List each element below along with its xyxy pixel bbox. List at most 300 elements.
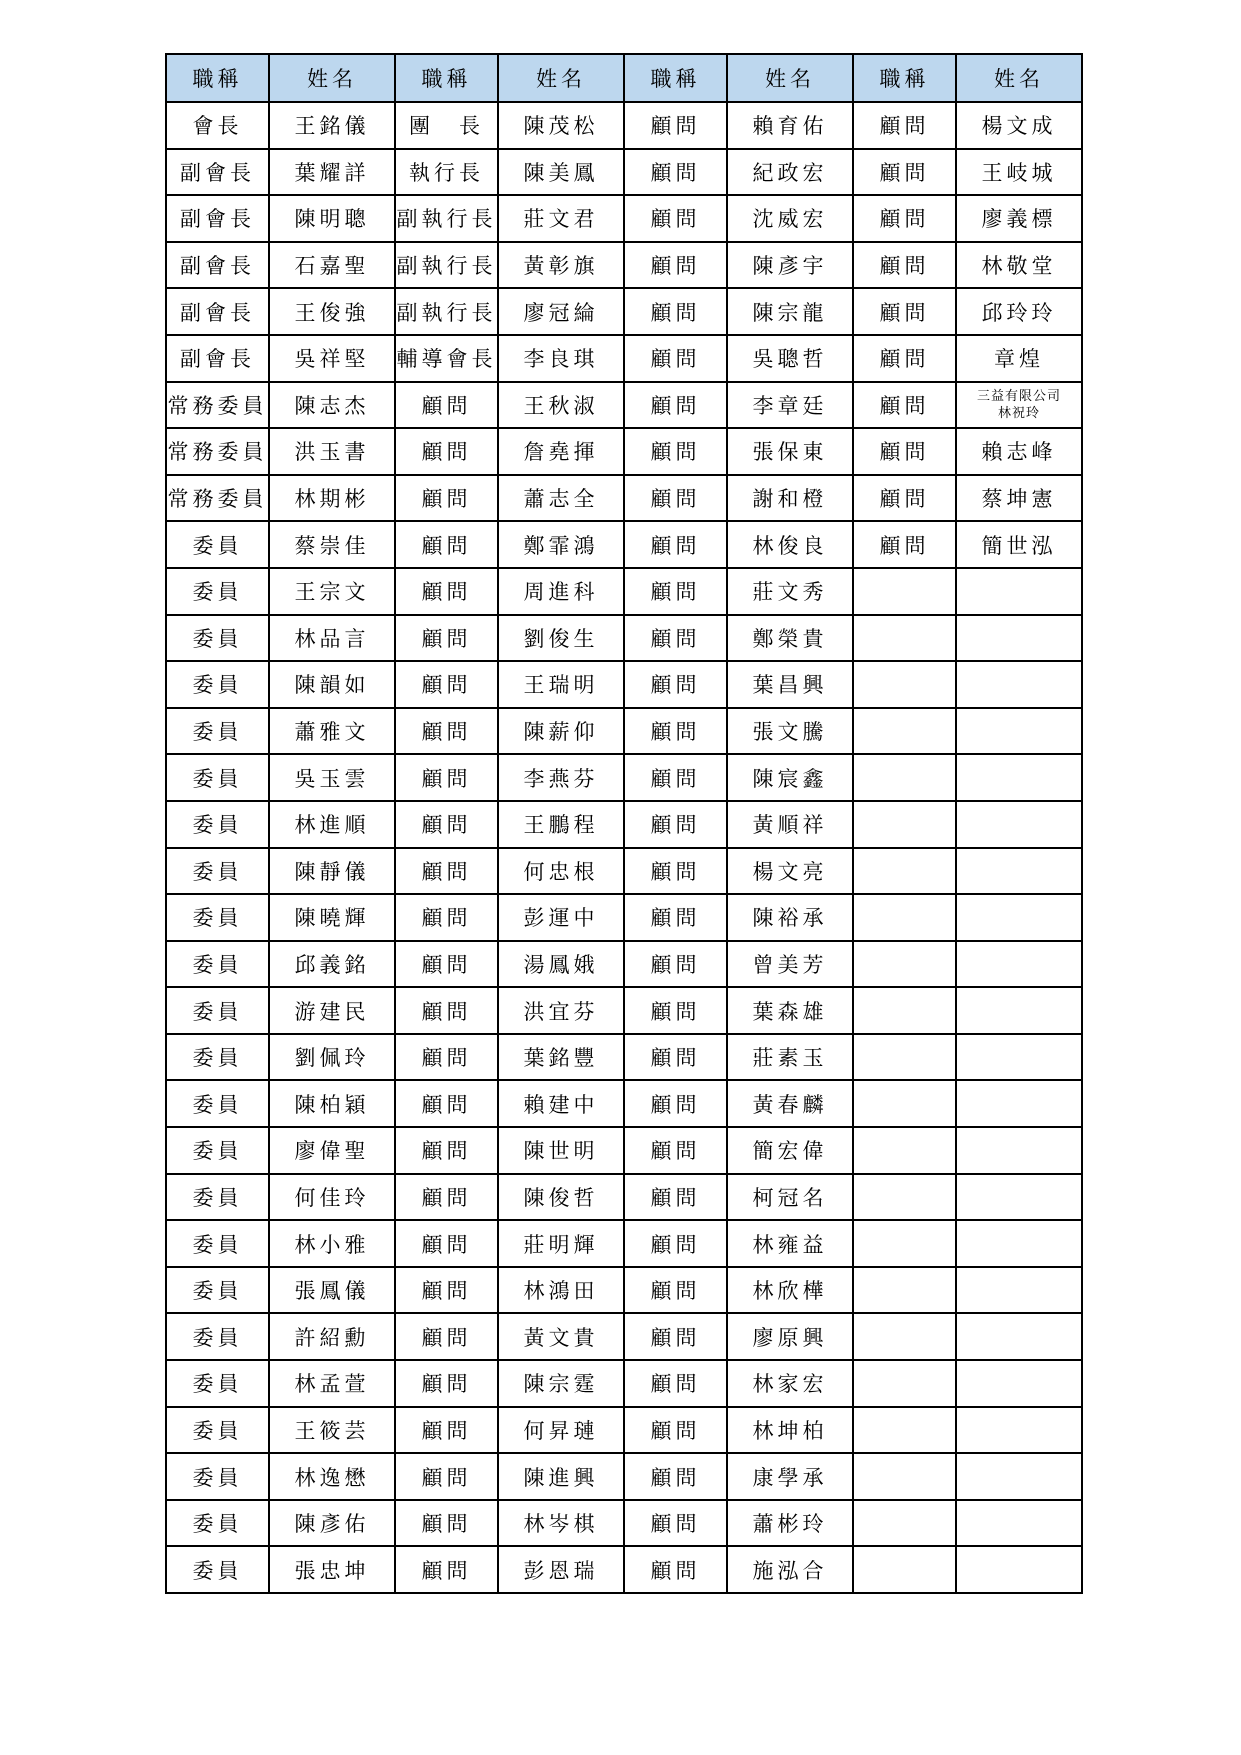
title-cell [853, 1220, 956, 1267]
name-cell: 紀政宏 [727, 149, 853, 196]
title-cell [853, 1127, 956, 1174]
name-cell: 陳明聰 [269, 195, 395, 242]
table-row [166, 149, 1082, 196]
title-cell: 顧問 [624, 615, 727, 662]
name-cell: 何昇璉 [498, 1407, 624, 1454]
title-cell [853, 987, 956, 1034]
table-row [166, 1360, 1082, 1407]
title-cell: 顧問 [624, 1313, 727, 1360]
title-cell: 顧問 [395, 708, 498, 755]
name-cell [956, 615, 1082, 662]
title-cell [853, 848, 956, 895]
name-cell: 謝和橙 [727, 475, 853, 522]
table-row [166, 1034, 1082, 1081]
name-cell: 彭運中 [498, 894, 624, 941]
title-cell [853, 754, 956, 801]
name-cell: 廖冠綸 [498, 288, 624, 335]
title-cell: 顧問 [624, 149, 727, 196]
table-row [166, 568, 1082, 615]
table-row [166, 102, 1082, 149]
title-cell: 委員 [166, 941, 269, 988]
name-cell: 莊文秀 [727, 568, 853, 615]
name-cell: 柯冠名 [727, 1174, 853, 1221]
name-cell [956, 1500, 1082, 1547]
name-cell [956, 1034, 1082, 1081]
title-cell: 委員 [166, 568, 269, 615]
title-cell: 顧問 [395, 1267, 498, 1314]
name-cell: 林雍益 [727, 1220, 853, 1267]
name-cell: 黃春麟 [727, 1080, 853, 1127]
name-cell: 陳彥宇 [727, 242, 853, 289]
name-cell: 沈威宏 [727, 195, 853, 242]
name-cell: 陳美鳳 [498, 149, 624, 196]
name-cell [956, 1407, 1082, 1454]
title-cell: 委員 [166, 1080, 269, 1127]
name-cell: 陳韻如 [269, 661, 395, 708]
title-cell: 委員 [166, 801, 269, 848]
title-cell: 顧問 [395, 1546, 498, 1593]
header-name: 姓名 [727, 54, 853, 102]
header-name: 姓名 [269, 54, 395, 102]
name-cell: 周進科 [498, 568, 624, 615]
name-cell: 石嘉聖 [269, 242, 395, 289]
header-title: 職稱 [624, 54, 727, 102]
name-cell: 李章廷 [727, 382, 853, 429]
table-row [166, 428, 1082, 475]
name-cell: 王秋淑 [498, 382, 624, 429]
name-cell: 廖原興 [727, 1313, 853, 1360]
name-cell: 彭恩瑞 [498, 1546, 624, 1593]
title-cell: 顧問 [853, 521, 956, 568]
name-cell: 林家宏 [727, 1360, 853, 1407]
header-title: 職稱 [853, 54, 956, 102]
name-cell: 洪宜芬 [498, 987, 624, 1034]
title-cell: 顧問 [624, 801, 727, 848]
name-cell: 賴志峰 [956, 428, 1082, 475]
name-cell [956, 708, 1082, 755]
title-cell [853, 1080, 956, 1127]
title-cell: 顧問 [395, 521, 498, 568]
name-cell: 劉俊生 [498, 615, 624, 662]
title-cell [853, 894, 956, 941]
header-title: 職稱 [395, 54, 498, 102]
name-cell [956, 894, 1082, 941]
title-cell: 顧問 [624, 941, 727, 988]
name-cell: 蔡崇佳 [269, 521, 395, 568]
name-cell: 吳祥堅 [269, 335, 395, 382]
name-cell [956, 382, 1082, 429]
title-cell [853, 1546, 956, 1593]
table-row [166, 801, 1082, 848]
title-cell: 常務委員 [166, 428, 269, 475]
title-cell [853, 1174, 956, 1221]
name-cell: 楊文成 [956, 102, 1082, 149]
title-cell [853, 1407, 956, 1454]
title-cell: 顧問 [853, 428, 956, 475]
title-cell: 顧問 [395, 475, 498, 522]
table-row [166, 1313, 1082, 1360]
name-cell: 廖偉聖 [269, 1127, 395, 1174]
title-cell [853, 661, 956, 708]
name-cell: 王鵬程 [498, 801, 624, 848]
table-row [166, 987, 1082, 1034]
name-cell: 陳宗霆 [498, 1360, 624, 1407]
name-cell: 張保東 [727, 428, 853, 475]
name-cell [956, 848, 1082, 895]
title-cell: 顧問 [624, 475, 727, 522]
title-cell: 顧問 [395, 615, 498, 662]
name-cell: 林期彬 [269, 475, 395, 522]
title-cell: 委員 [166, 1546, 269, 1593]
table-row [166, 1174, 1082, 1221]
title-cell: 委員 [166, 1500, 269, 1547]
table-row [166, 1453, 1082, 1500]
table-row [166, 754, 1082, 801]
title-cell: 顧問 [395, 1407, 498, 1454]
title-cell: 委員 [166, 661, 269, 708]
table-row [166, 1127, 1082, 1174]
table-row [166, 708, 1082, 755]
title-cell: 顧問 [395, 848, 498, 895]
name-cell: 王俊強 [269, 288, 395, 335]
name-cell: 蕭彬玲 [727, 1500, 853, 1547]
name-cell: 蕭志全 [498, 475, 624, 522]
table-row [166, 475, 1082, 522]
name-cell [956, 941, 1082, 988]
title-cell: 顧問 [624, 242, 727, 289]
name-cell [956, 1174, 1082, 1221]
name-cell: 陳志杰 [269, 382, 395, 429]
title-cell: 顧問 [395, 1174, 498, 1221]
title-cell [853, 1500, 956, 1547]
title-cell: 委員 [166, 848, 269, 895]
title-cell: 顧問 [624, 708, 727, 755]
table-row [166, 1220, 1082, 1267]
name-cell: 章煌 [956, 335, 1082, 382]
title-cell: 會長 [166, 102, 269, 149]
title-cell: 顧問 [624, 195, 727, 242]
name-cell: 莊素玉 [727, 1034, 853, 1081]
title-cell [853, 568, 956, 615]
name-cell [956, 1080, 1082, 1127]
name-cell: 吳聰哲 [727, 335, 853, 382]
name-cell: 吳玉雲 [269, 754, 395, 801]
name-cell: 蔡坤憲 [956, 475, 1082, 522]
title-cell [853, 708, 956, 755]
title-cell: 顧問 [624, 1127, 727, 1174]
title-cell: 顧問 [624, 1360, 727, 1407]
title-cell: 顧問 [624, 428, 727, 475]
name-cell: 簡宏偉 [727, 1127, 853, 1174]
title-cell [853, 1267, 956, 1314]
name-cell: 楊文亮 [727, 848, 853, 895]
header-title: 職稱 [166, 54, 269, 102]
name-cell: 林小雅 [269, 1220, 395, 1267]
title-cell: 顧問 [624, 1220, 727, 1267]
title-cell [853, 801, 956, 848]
table-row [166, 1080, 1082, 1127]
title-cell: 顧問 [624, 1080, 727, 1127]
name-cell: 游建民 [269, 987, 395, 1034]
name-cell: 康學承 [727, 1453, 853, 1500]
name-cell: 陳裕承 [727, 894, 853, 941]
name-cell: 蕭雅文 [269, 708, 395, 755]
name-cell: 詹堯揮 [498, 428, 624, 475]
title-cell: 副執行長 [395, 195, 498, 242]
table-row [166, 1546, 1082, 1593]
name-cell [956, 1453, 1082, 1500]
title-cell: 顧問 [624, 521, 727, 568]
title-cell: 委員 [166, 1313, 269, 1360]
title-cell: 顧問 [395, 1127, 498, 1174]
title-cell: 顧問 [853, 195, 956, 242]
name-cell [956, 754, 1082, 801]
title-cell: 顧問 [624, 288, 727, 335]
title-cell [853, 1453, 956, 1500]
table-row [166, 521, 1082, 568]
name-cell: 王宗文 [269, 568, 395, 615]
title-cell: 顧問 [395, 1500, 498, 1547]
name-cell: 黃彰旗 [498, 242, 624, 289]
name-cell [956, 1220, 1082, 1267]
roster-body [166, 102, 1082, 1593]
name-cell: 李燕芬 [498, 754, 624, 801]
title-cell: 委員 [166, 615, 269, 662]
title-cell: 顧問 [624, 1034, 727, 1081]
title-cell: 顧問 [853, 288, 956, 335]
title-cell: 委員 [166, 754, 269, 801]
name-cell: 邱玲玲 [956, 288, 1082, 335]
name-cell: 陳宗龍 [727, 288, 853, 335]
title-cell: 顧問 [395, 894, 498, 941]
title-cell: 委員 [166, 1220, 269, 1267]
title-cell: 顧問 [853, 102, 956, 149]
title-cell: 顧問 [624, 1407, 727, 1454]
name-cell: 鄭霏鴻 [498, 521, 624, 568]
name-cell: 陳茂松 [498, 102, 624, 149]
table-row [166, 288, 1082, 335]
name-cell: 李良琪 [498, 335, 624, 382]
name-cell: 陳曉輝 [269, 894, 395, 941]
name-cell: 王瑞明 [498, 661, 624, 708]
title-cell: 委員 [166, 1174, 269, 1221]
name-cell: 簡世泓 [956, 521, 1082, 568]
title-cell: 顧問 [624, 1174, 727, 1221]
title-cell: 顧問 [395, 1220, 498, 1267]
table-row [166, 848, 1082, 895]
name-cell: 林進順 [269, 801, 395, 848]
name-cell [956, 661, 1082, 708]
name-cell: 林敬堂 [956, 242, 1082, 289]
name-cell: 賴建中 [498, 1080, 624, 1127]
name-cell: 莊文君 [498, 195, 624, 242]
title-cell: 常務委員 [166, 475, 269, 522]
title-cell [853, 1313, 956, 1360]
table-row [166, 335, 1082, 382]
title-cell: 顧問 [395, 1080, 498, 1127]
title-cell: 委員 [166, 987, 269, 1034]
header-row [166, 54, 1082, 102]
name-cell [956, 1127, 1082, 1174]
name-cell: 曾美芳 [727, 941, 853, 988]
title-cell: 委員 [166, 894, 269, 941]
title-cell: 委員 [166, 708, 269, 755]
name-cell: 陳俊哲 [498, 1174, 624, 1221]
name-cell: 陳彥佑 [269, 1500, 395, 1547]
title-cell: 顧問 [853, 149, 956, 196]
table-row [166, 1500, 1082, 1547]
name-cell: 許紹勳 [269, 1313, 395, 1360]
name-cell [956, 987, 1082, 1034]
name-cell: 葉銘豐 [498, 1034, 624, 1081]
title-cell: 副會長 [166, 242, 269, 289]
title-cell: 顧問 [395, 568, 498, 615]
name-cell: 張文騰 [727, 708, 853, 755]
name-cell: 林坤柏 [727, 1407, 853, 1454]
title-cell: 顧問 [624, 102, 727, 149]
table-row [166, 894, 1082, 941]
title-cell [853, 1034, 956, 1081]
name-cell [956, 1546, 1082, 1593]
title-cell: 顧問 [624, 335, 727, 382]
name-cell: 邱義銘 [269, 941, 395, 988]
title-cell: 顧問 [853, 242, 956, 289]
name-cell [956, 1360, 1082, 1407]
name-cell: 陳宸鑫 [727, 754, 853, 801]
title-cell: 顧問 [624, 894, 727, 941]
name-cell: 王岐城 [956, 149, 1082, 196]
title-cell: 顧問 [624, 1267, 727, 1314]
name-cell: 陳柏穎 [269, 1080, 395, 1127]
name-cell: 陳進興 [498, 1453, 624, 1500]
title-cell: 副會長 [166, 195, 269, 242]
name-cell: 葉昌興 [727, 661, 853, 708]
table-row [166, 382, 1082, 429]
name-cell: 張鳳儀 [269, 1267, 395, 1314]
table-row [166, 941, 1082, 988]
title-cell: 顧問 [395, 1313, 498, 1360]
name-cell: 林逸懋 [269, 1453, 395, 1500]
name-cell: 黃文貴 [498, 1313, 624, 1360]
title-cell: 顧問 [395, 1360, 498, 1407]
title-cell: 顧問 [395, 661, 498, 708]
title-cell: 顧問 [624, 1546, 727, 1593]
company-name: 三益有限公司 [976, 388, 1061, 404]
title-cell: 顧問 [395, 754, 498, 801]
title-cell: 顧問 [624, 382, 727, 429]
header-name: 姓名 [498, 54, 624, 102]
table-row [166, 661, 1082, 708]
title-cell: 顧問 [395, 801, 498, 848]
name-cell [956, 1267, 1082, 1314]
title-cell: 顧問 [624, 987, 727, 1034]
person-name: 林祝玲 [997, 405, 1040, 421]
title-cell: 顧問 [395, 941, 498, 988]
title-cell: 顧問 [624, 1453, 727, 1500]
table-row [166, 1267, 1082, 1314]
table-row [166, 615, 1082, 662]
title-cell: 副執行長 [395, 242, 498, 289]
title-cell: 委員 [166, 1453, 269, 1500]
title-cell: 顧問 [624, 848, 727, 895]
title-cell: 副會長 [166, 288, 269, 335]
name-cell: 葉耀詳 [269, 149, 395, 196]
title-cell: 輔導會長 [395, 335, 498, 382]
title-cell: 顧問 [624, 568, 727, 615]
title-cell: 副執行長 [395, 288, 498, 335]
title-cell: 委員 [166, 1127, 269, 1174]
title-cell [853, 941, 956, 988]
name-cell [956, 568, 1082, 615]
title-cell: 副會長 [166, 149, 269, 196]
name-cell: 陳薪仰 [498, 708, 624, 755]
name-cell: 洪玉書 [269, 428, 395, 475]
name-cell: 林岑棋 [498, 1500, 624, 1547]
name-cell: 鄭榮貴 [727, 615, 853, 662]
name-cell: 何佳玲 [269, 1174, 395, 1221]
title-cell: 顧問 [395, 987, 498, 1034]
title-cell [853, 1360, 956, 1407]
title-cell: 顧問 [395, 382, 498, 429]
title-cell: 常務委員 [166, 382, 269, 429]
title-cell [853, 615, 956, 662]
name-cell: 施泓合 [727, 1546, 853, 1593]
name-cell: 劉佩玲 [269, 1034, 395, 1081]
name-cell: 陳世明 [498, 1127, 624, 1174]
table-row [166, 242, 1082, 289]
name-cell: 張忠坤 [269, 1546, 395, 1593]
name-cell: 湯鳳娥 [498, 941, 624, 988]
name-cell [956, 1313, 1082, 1360]
table-row [166, 1407, 1082, 1454]
name-cell [956, 801, 1082, 848]
title-cell: 顧問 [624, 661, 727, 708]
title-cell: 顧問 [853, 382, 956, 429]
title-cell: 委員 [166, 1034, 269, 1081]
title-cell: 顧問 [624, 1500, 727, 1547]
title-cell: 團 長 [395, 102, 498, 149]
name-cell: 林孟萱 [269, 1360, 395, 1407]
title-cell: 委員 [166, 1360, 269, 1407]
name-cell: 林品言 [269, 615, 395, 662]
table-row [166, 195, 1082, 242]
name-cell: 王筱芸 [269, 1407, 395, 1454]
name-cell: 葉森雄 [727, 987, 853, 1034]
name-cell: 莊明輝 [498, 1220, 624, 1267]
name-cell: 林俊良 [727, 521, 853, 568]
title-cell: 委員 [166, 521, 269, 568]
title-cell: 委員 [166, 1267, 269, 1314]
name-cell: 黃順祥 [727, 801, 853, 848]
name-cell: 廖義標 [956, 195, 1082, 242]
name-cell: 林鴻田 [498, 1267, 624, 1314]
header-name: 姓名 [956, 54, 1082, 102]
name-cell: 何忠根 [498, 848, 624, 895]
title-cell: 顧問 [395, 1453, 498, 1500]
title-cell: 顧問 [395, 1034, 498, 1081]
title-cell: 執行長 [395, 149, 498, 196]
title-cell: 顧問 [624, 754, 727, 801]
member-roster-table [165, 53, 1083, 1594]
name-cell: 陳靜儀 [269, 848, 395, 895]
name-cell: 王銘儀 [269, 102, 395, 149]
title-cell: 副會長 [166, 335, 269, 382]
title-cell: 委員 [166, 1407, 269, 1454]
title-cell: 顧問 [853, 335, 956, 382]
name-cell: 林欣樺 [727, 1267, 853, 1314]
title-cell: 顧問 [395, 428, 498, 475]
name-cell: 賴育佑 [727, 102, 853, 149]
